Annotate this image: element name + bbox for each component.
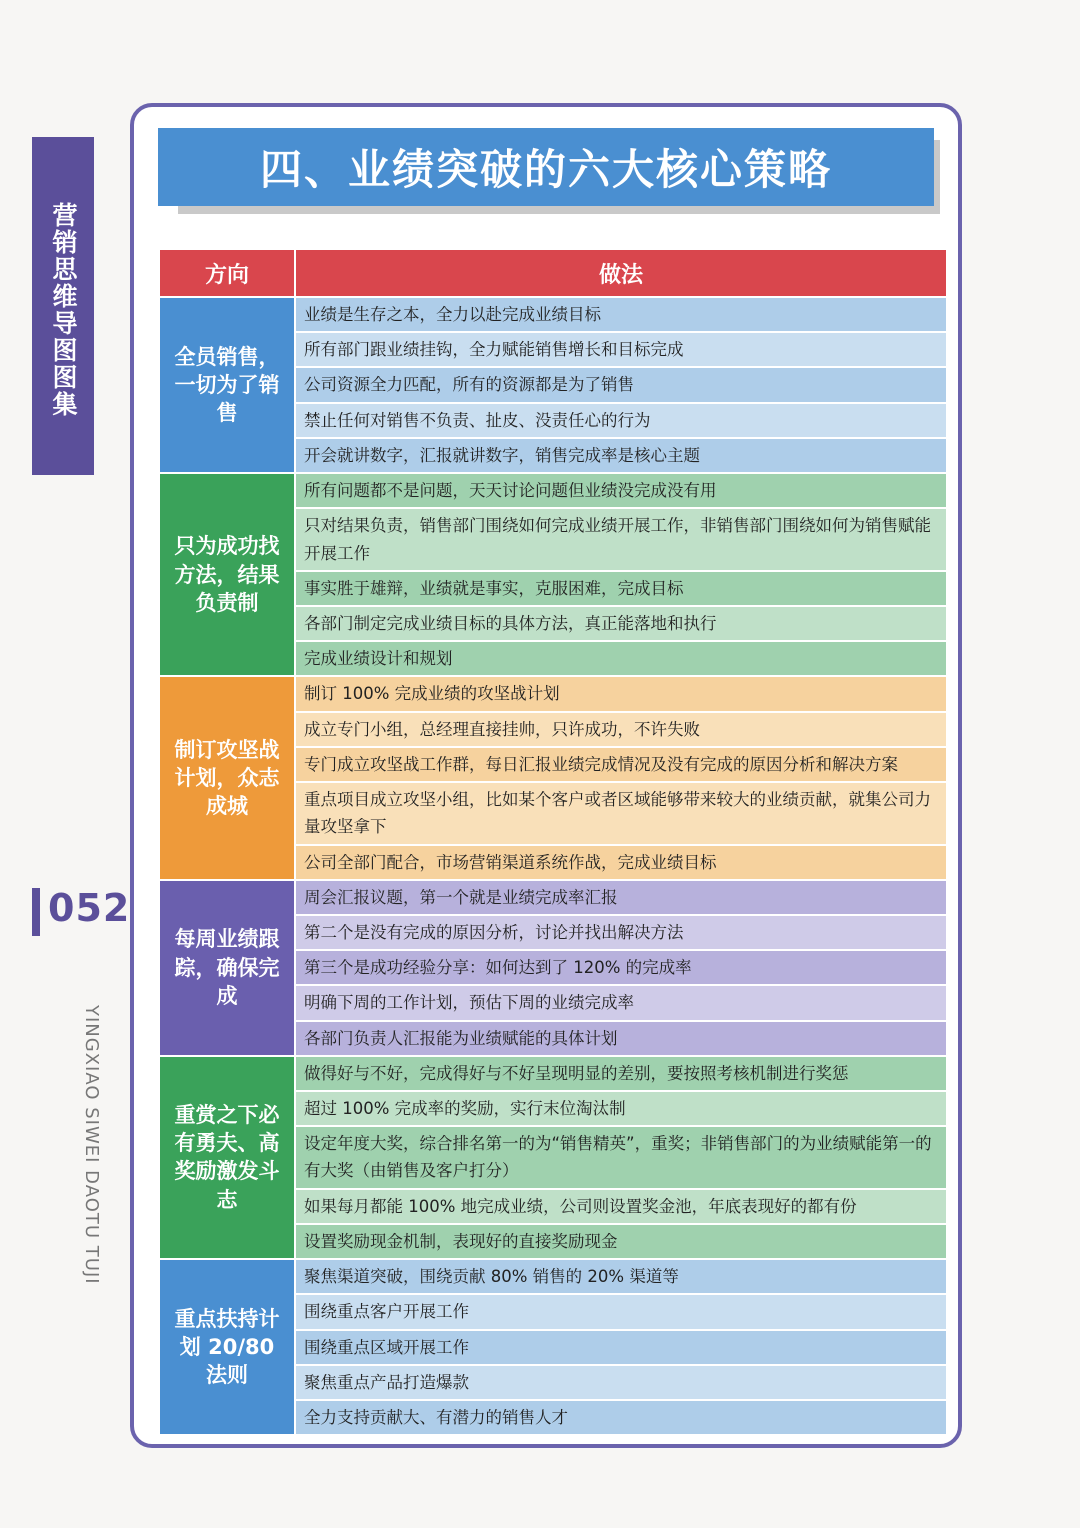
method-item: 设置奖励现金机制，表现好的直接奖励现金 — [296, 1225, 946, 1258]
header-direction: 方向 — [160, 250, 294, 296]
strategy-group — [160, 677, 946, 878]
page-number-bar — [32, 888, 40, 936]
strategy-direction: 重赏之下必有勇夫、高奖励激发斗志 — [160, 1057, 294, 1258]
method-item: 成立专门小组，总经理直接挂帅，只许成功，不许失败 — [296, 713, 946, 748]
method-item: 禁止任何对销售不负责、扯皮、没责任心的行为 — [296, 404, 946, 439]
book-title-vertical: 营销思维导图图集 — [49, 202, 78, 418]
method-item: 做得好与不好，完成得好与不好呈现明显的差别，要按照考核机制进行奖惩 — [296, 1057, 946, 1092]
method-item: 重点项目成立攻坚小组，比如某个客户或者区域能够带来较大的业绩贡献，就集公司力量攻坚拿下 — [296, 783, 946, 845]
strategy-methods — [296, 881, 946, 1055]
strategy-methods — [296, 677, 946, 878]
strategy-direction: 只为成功找方法，结果负责制 — [160, 474, 294, 675]
strategy-methods — [296, 474, 946, 675]
method-item: 只对结果负责，销售部门围绕如何完成业绩开展工作，非销售部门围绕如何为销售赋能开展工作 — [296, 509, 946, 571]
page-number: 052 — [48, 886, 131, 930]
strategy-methods — [296, 298, 946, 472]
method-item: 明确下周的工作计划，预估下周的业绩完成率 — [296, 986, 946, 1021]
method-item: 如果每月都能 100% 地完成业绩，公司则设置奖金池，年底表现好的都有份 — [296, 1190, 946, 1225]
method-item: 所有问题都不是问题，天天讨论问题但业绩没完成没有用 — [296, 474, 946, 509]
method-item: 第二个是没有完成的原因分析，讨论并找出解决方法 — [296, 916, 946, 951]
method-item: 专门成立攻坚战工作群，每日汇报业绩完成情况及没有完成的原因分析和解决方案 — [296, 748, 946, 783]
method-item: 事实胜于雄辩，业绩就是事实，克服困难，完成目标 — [296, 572, 946, 607]
method-item: 开会就讲数字，汇报就讲数字，销售完成率是核心主题 — [296, 439, 946, 472]
strategy-group — [160, 1057, 946, 1258]
strategy-direction: 重点扶持计划 20/80 法则 — [160, 1260, 294, 1434]
method-item: 第三个是成功经验分享：如何达到了 120% 的完成率 — [296, 951, 946, 986]
method-item: 各部门负责人汇报能为业绩赋能的具体计划 — [296, 1022, 946, 1055]
strategy-methods — [296, 1260, 946, 1434]
page-title: 四、业绩突破的六大核心策略 — [158, 128, 934, 206]
strategy-group — [160, 474, 946, 675]
method-item: 制订 100% 完成业绩的攻坚战计划 — [296, 677, 946, 712]
method-item: 周会汇报议题，第一个就是业绩完成率汇报 — [296, 881, 946, 916]
method-item: 所有部门跟业绩挂钩，全力赋能销售增长和目标完成 — [296, 333, 946, 368]
strategy-methods — [296, 1057, 946, 1258]
table-header — [160, 250, 946, 296]
method-item: 全力支持贡献大、有潜力的销售人才 — [296, 1401, 946, 1434]
method-item: 聚焦重点产品打造爆款 — [296, 1366, 946, 1401]
method-item: 公司资源全力匹配，所有的资源都是为了销售 — [296, 368, 946, 403]
method-item: 聚焦渠道突破，围绕贡献 80% 销售的 20% 渠道等 — [296, 1260, 946, 1295]
method-item: 超过 100% 完成率的奖励，实行末位淘汰制 — [296, 1092, 946, 1127]
strategy-group — [160, 881, 946, 1055]
strategy-group — [160, 1260, 946, 1434]
header-method: 做法 — [296, 250, 946, 296]
strategy-direction: 全员销售，一切为了销售 — [160, 298, 294, 472]
strategy-direction: 制订攻坚战计划，众志成城 — [160, 677, 294, 878]
method-item: 设定年度大奖，综合排名第一的为“销售精英”，重奖；非销售部门的为业绩赋能第一的有大奖（由销售及客户打分） — [296, 1127, 946, 1189]
method-item: 公司全部门配合，市场营销渠道系统作战，完成业绩目标 — [296, 846, 946, 879]
method-item: 围绕重点客户开展工作 — [296, 1295, 946, 1330]
method-item: 完成业绩设计和规划 — [296, 642, 946, 675]
strategy-group — [160, 298, 946, 472]
strategy-table — [160, 250, 946, 1434]
book-title-pinyin: YINGXIAO SIWEI DAOTU TUJI — [81, 1005, 102, 1285]
strategy-direction: 每周业绩跟踪，确保完成 — [160, 881, 294, 1055]
method-item: 各部门制定完成业绩目标的具体方法，真正能落地和执行 — [296, 607, 946, 642]
method-item: 业绩是生存之本，全力以赴完成业绩目标 — [296, 298, 946, 333]
method-item: 围绕重点区域开展工作 — [296, 1331, 946, 1366]
